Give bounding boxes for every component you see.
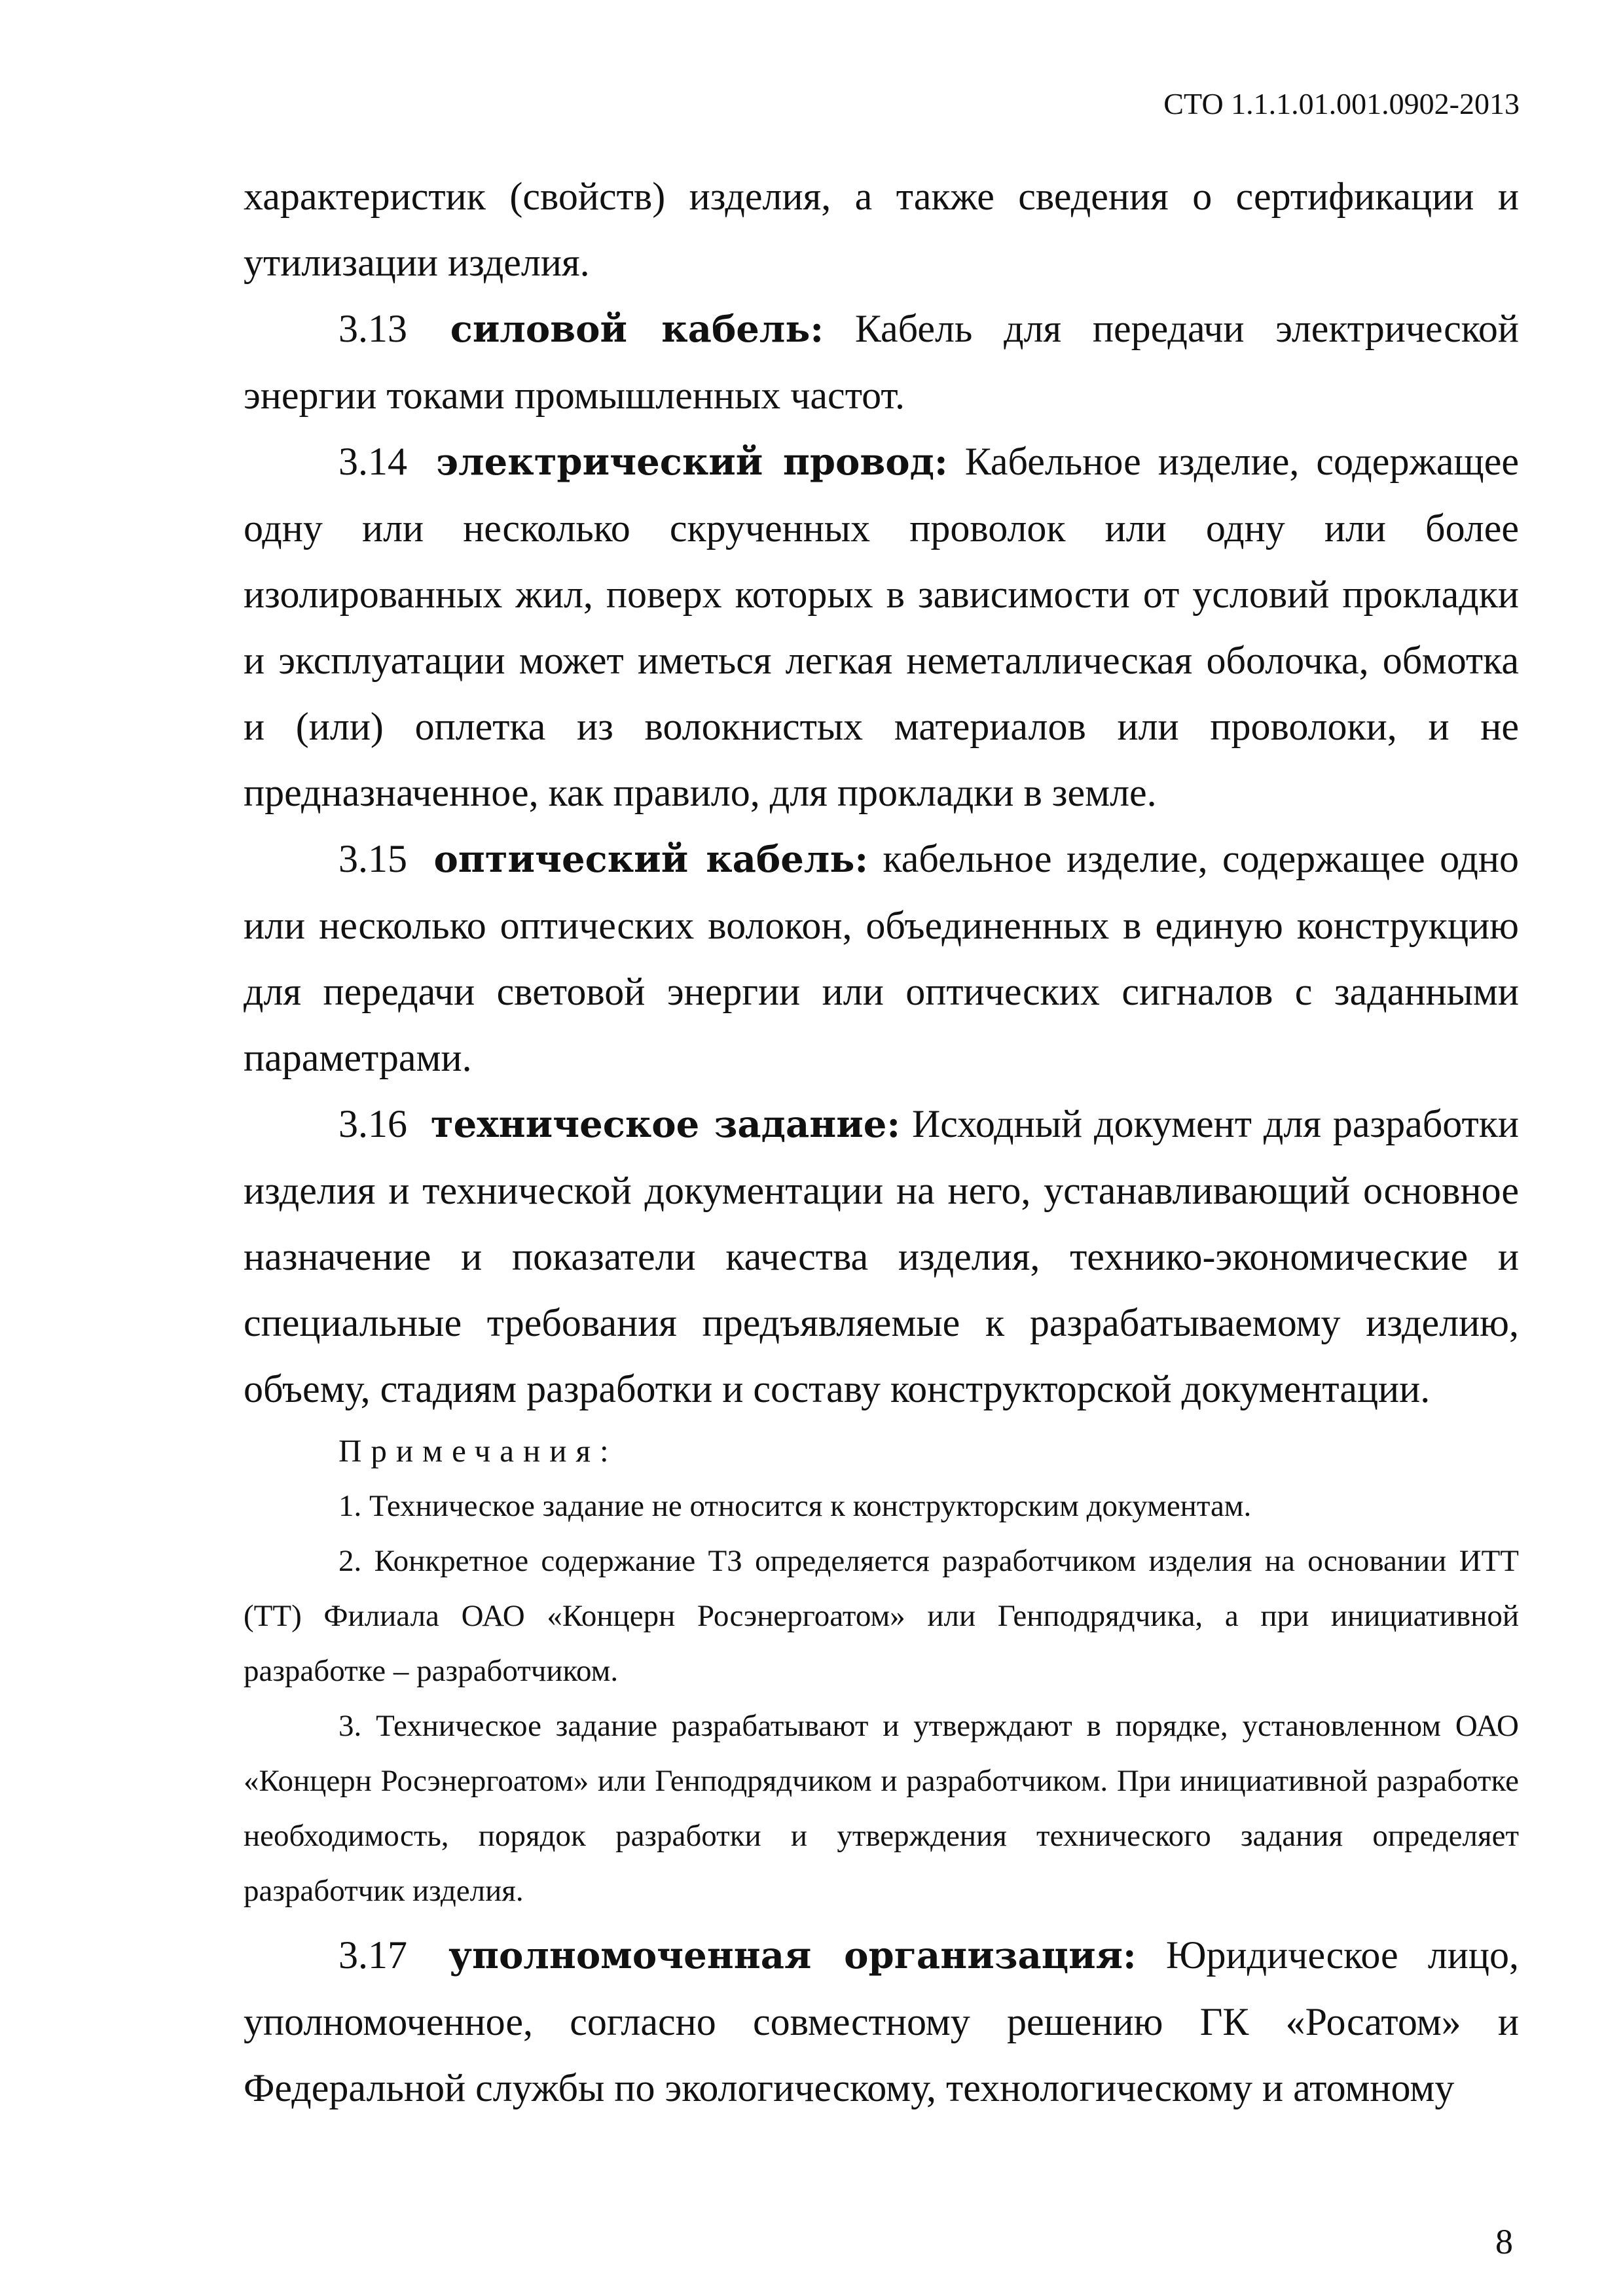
definition-term: электрический провод: [436, 440, 948, 484]
document-code: СТО 1.1.1.01.001.0902-2013 [1163, 87, 1520, 120]
definition-number: 3.13 [338, 307, 407, 350]
definition-term: техническое задание: [430, 1103, 901, 1146]
definition-3-14 [244, 429, 1519, 826]
notes-heading: Примечания: [338, 1433, 618, 1469]
document-body [244, 164, 1519, 2121]
definition-text: Кабельное изделие, содержащее одну или несколько скрученных проволок или одну или более изолированных жил, поверх которых в зависимости от условий прокладки и эксплуатации может иметься легкая неметаллическая оболочка, обмотка и (или) оплетка из волокнистых материалов или проволоки, и не предназначенное, как правило, для прокладки в земле. [244, 440, 1519, 814]
definition-3-17 [244, 1922, 1519, 2121]
note-item: 3. Техническое задание разрабатывают и утверждают в порядке, установленном ОАО «Концерн Росэнергоатом» или Генподрядчиком и разработчиком. При инициативной разработке необходимость, порядок разработки и утверждения технического задания определяет разработчик изделия. [244, 1709, 1519, 1908]
definition-text: Кабель для передачи электрической энергии токами промышленных частот. [244, 307, 1520, 417]
definition-text: кабельное изделие, содержащее одно или несколько оптических волокон, объединенных в единую конструкцию для передачи световой энергии или оптических сигналов с заданными параметрами. [244, 837, 1519, 1079]
definition-term: оптический кабель: [433, 838, 869, 881]
definition-number: 3.15 [338, 837, 407, 880]
definition-number: 3.16 [338, 1102, 407, 1145]
definition-term: силовой кабель: [450, 308, 824, 351]
definition-3-13 [244, 296, 1519, 429]
page-number: 8 [1495, 2222, 1513, 2261]
definition-text: Исходный документ для разработки изделия и технической документации на него, устанавливающий основное назначение и показатели качества изделия, технико-экономические и специальные требования предъявляемые к разрабатываемому изделию, объему, стадиям разработки и составу конструкторской документации. [244, 1102, 1519, 1410]
definition-number: 3.14 [338, 440, 407, 483]
note-item: 2. Конкретное содержание ТЗ определяется разработчиком изделия на основании ИТТ (ТТ) Филиала ОАО «Концерн Росэнергоатом» или Генподрядчика, а при инициативной разработке – разработчиком. [244, 1544, 1519, 1688]
paragraph-continuation: характеристик (свойств) изделия, а также сведения о сертификации и утилизации изделия. [244, 175, 1519, 284]
definition-3-16 [244, 1091, 1519, 1422]
definition-3-15 [244, 826, 1519, 1091]
definition-text: Юридическое лицо, уполномоченное, согласно совместному решению ГК «Росатом» и Федеральной службы по экологическому, технологическому и атомному [244, 1933, 1520, 2109]
definition-term: уполномоченная организация: [448, 1934, 1137, 1977]
definition-number: 3.17 [338, 1933, 407, 1977]
note-item: 1. Техническое задание не относится к конструкторским документам. [338, 1489, 1252, 1523]
